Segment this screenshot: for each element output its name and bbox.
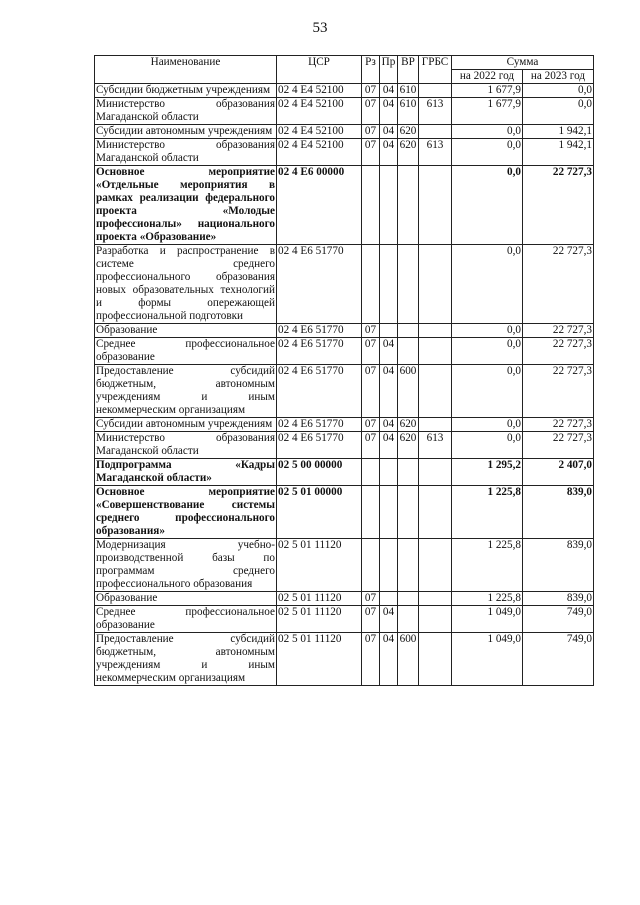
row-rz-cell: 07 xyxy=(362,98,380,125)
row-pr-cell: 04 xyxy=(380,139,398,166)
row-2023-cell: 22 727,3 xyxy=(523,245,594,324)
row-2022-cell: 0,0 xyxy=(452,365,523,418)
table-row xyxy=(95,125,594,139)
table-row xyxy=(95,459,594,486)
row-grbs-cell: 613 xyxy=(419,139,452,166)
table-row xyxy=(95,245,594,324)
table-row xyxy=(95,166,594,245)
row-grbs-cell xyxy=(419,166,452,245)
row-grbs-cell xyxy=(419,459,452,486)
row-name-cell: Министерство образования Магаданской области xyxy=(96,98,275,123)
row-vr-cell: 620 xyxy=(398,139,419,166)
row-rz-cell xyxy=(362,539,380,592)
table-row xyxy=(95,432,594,459)
row-2023-cell: 839,0 xyxy=(523,539,594,592)
header-2022: на 2022 год xyxy=(452,70,523,84)
row-name-cell: Основное мероприятие «Совершенствование системы среднего профессионального образования» xyxy=(96,486,275,537)
row-2023-cell: 2 407,0 xyxy=(523,459,594,486)
row-2022-cell: 0,0 xyxy=(452,139,523,166)
row-vr-cell xyxy=(398,324,419,338)
table-row xyxy=(95,139,594,166)
row-rz-cell xyxy=(362,245,380,324)
row-csr-cell: 02 4 E6 51770 xyxy=(277,365,362,418)
row-csr-cell: 02 5 00 00000 xyxy=(277,459,362,486)
row-csr-cell: 02 5 01 11120 xyxy=(277,539,362,592)
row-vr-cell: 600 xyxy=(398,365,419,418)
table-row xyxy=(95,365,594,418)
row-rz-cell: 07 xyxy=(362,592,380,606)
row-2023-cell: 749,0 xyxy=(523,633,594,686)
row-csr-cell: 02 4 E6 51770 xyxy=(277,338,362,365)
row-name-cell: Среднее профессиональное образование xyxy=(96,338,275,363)
row-rz-cell: 07 xyxy=(362,338,380,365)
row-vr-cell: 610 xyxy=(398,84,419,98)
row-name-cell: Разработка и распространение в системе среднего профессионального образования новых образовательных технологий и формы опережающей профессиональной подготовки xyxy=(96,245,275,322)
row-rz-cell xyxy=(362,486,380,539)
table-header-row xyxy=(95,56,594,70)
row-pr-cell xyxy=(380,324,398,338)
row-name-cell: Субсидии автономным учреждениям xyxy=(95,418,277,432)
row-grbs-cell xyxy=(419,592,452,606)
table-row xyxy=(95,633,594,686)
row-pr-cell xyxy=(380,245,398,324)
row-name-cell: Предоставление субсидий бюджетным, автономным учреждениям и иным некоммерческим организациям xyxy=(96,633,275,684)
row-name-cell: Министерство образования Магаданской области xyxy=(96,432,275,457)
row-rz-cell: 07 xyxy=(362,139,380,166)
row-2023-cell: 22 727,3 xyxy=(523,365,594,418)
row-pr-cell xyxy=(380,459,398,486)
row-grbs-cell xyxy=(419,245,452,324)
row-2023-cell: 22 727,3 xyxy=(523,418,594,432)
row-vr-cell: 610 xyxy=(398,98,419,125)
row-name-cell: Министерство образования Магаданской области xyxy=(96,139,275,164)
row-pr-cell: 04 xyxy=(380,125,398,139)
row-2023-cell: 1 942,1 xyxy=(523,139,594,166)
row-2022-cell: 1 225,8 xyxy=(452,592,523,606)
row-vr-cell xyxy=(398,166,419,245)
table-body xyxy=(95,84,594,686)
row-2022-cell: 0,0 xyxy=(452,432,523,459)
header-pr: Пр xyxy=(380,56,398,84)
row-csr-cell: 02 5 01 11120 xyxy=(277,606,362,633)
row-vr-cell xyxy=(398,486,419,539)
row-rz-cell: 07 xyxy=(362,84,380,98)
row-pr-cell: 04 xyxy=(380,606,398,633)
row-csr-cell: 02 4 E4 52100 xyxy=(277,84,362,98)
row-2022-cell: 0,0 xyxy=(452,166,523,245)
row-grbs-cell xyxy=(419,338,452,365)
row-grbs-cell xyxy=(419,84,452,98)
row-pr-cell xyxy=(380,166,398,245)
row-csr-cell: 02 5 01 00000 xyxy=(277,486,362,539)
row-csr-cell: 02 4 E6 00000 xyxy=(277,166,362,245)
row-pr-cell xyxy=(380,486,398,539)
table-row xyxy=(95,486,594,539)
row-rz-cell: 07 xyxy=(362,125,380,139)
table-row xyxy=(95,338,594,365)
row-2023-cell: 1 942,1 xyxy=(523,125,594,139)
row-2023-cell: 22 727,3 xyxy=(523,324,594,338)
row-grbs-cell xyxy=(419,486,452,539)
row-2022-cell: 0,0 xyxy=(452,324,523,338)
row-grbs-cell xyxy=(419,418,452,432)
row-pr-cell: 04 xyxy=(380,98,398,125)
row-csr-cell: 02 4 E4 52100 xyxy=(277,139,362,166)
row-2022-cell: 1 677,9 xyxy=(452,84,523,98)
row-2022-cell: 1 225,8 xyxy=(452,486,523,539)
row-rz-cell xyxy=(362,459,380,486)
row-vr-cell xyxy=(398,539,419,592)
row-csr-cell: 02 4 E4 52100 xyxy=(277,98,362,125)
row-2022-cell: 1 295,2 xyxy=(452,459,523,486)
row-2023-cell: 839,0 xyxy=(523,486,594,539)
row-vr-cell: 620 xyxy=(398,125,419,139)
row-pr-cell: 04 xyxy=(380,418,398,432)
row-2023-cell: 22 727,3 xyxy=(523,432,594,459)
table-row xyxy=(95,324,594,338)
row-grbs-cell xyxy=(419,633,452,686)
row-rz-cell: 07 xyxy=(362,365,380,418)
row-name-cell: Предоставление субсидий бюджетным, автономным учреждениям и иным некоммерческим организациям xyxy=(96,365,275,416)
row-rz-cell: 07 xyxy=(362,606,380,633)
row-vr-cell xyxy=(398,245,419,324)
row-csr-cell: 02 5 01 11120 xyxy=(277,633,362,686)
row-name-cell: Образование xyxy=(95,324,277,338)
row-csr-cell: 02 4 E4 52100 xyxy=(277,125,362,139)
row-grbs-cell: 613 xyxy=(419,432,452,459)
row-grbs-cell xyxy=(419,539,452,592)
row-rz-cell: 07 xyxy=(362,324,380,338)
row-rz-cell: 07 xyxy=(362,633,380,686)
table-row xyxy=(95,98,594,125)
header-grbs: ГРБС xyxy=(419,56,452,84)
row-vr-cell xyxy=(398,606,419,633)
row-grbs-cell xyxy=(419,606,452,633)
row-name-cell: Среднее профессиональное образование xyxy=(96,606,275,631)
row-csr-cell: 02 4 E6 51770 xyxy=(277,245,362,324)
row-vr-cell xyxy=(398,338,419,365)
row-2022-cell: 1 225,8 xyxy=(452,539,523,592)
row-pr-cell: 04 xyxy=(380,633,398,686)
row-grbs-cell xyxy=(419,324,452,338)
row-vr-cell: 600 xyxy=(398,633,419,686)
table-row xyxy=(95,592,594,606)
row-2022-cell: 0,0 xyxy=(452,245,523,324)
row-2023-cell: 22 727,3 xyxy=(523,166,594,245)
row-name-cell: Субсидии автономным учреждениям xyxy=(95,125,277,139)
budget-table xyxy=(94,55,594,686)
row-pr-cell: 04 xyxy=(380,84,398,98)
row-2023-cell: 0,0 xyxy=(523,98,594,125)
row-pr-cell: 04 xyxy=(380,365,398,418)
row-2023-cell: 0,0 xyxy=(523,84,594,98)
row-2022-cell: 0,0 xyxy=(452,338,523,365)
row-2022-cell: 0,0 xyxy=(452,418,523,432)
row-rz-cell: 07 xyxy=(362,418,380,432)
row-rz-cell: 07 xyxy=(362,432,380,459)
row-vr-cell: 620 xyxy=(398,418,419,432)
header-vr: ВР xyxy=(398,56,419,84)
row-2023-cell: 839,0 xyxy=(523,592,594,606)
row-2022-cell: 1 677,9 xyxy=(452,98,523,125)
header-sum: Сумма xyxy=(452,56,594,70)
row-name-cell: Основное мероприятие «Отдельные мероприятия в рамках реализации федерального проекта «Молодые профессионалы» национального проекта «Образование» xyxy=(96,166,275,243)
table-row xyxy=(95,418,594,432)
row-csr-cell: 02 5 01 11120 xyxy=(277,592,362,606)
row-vr-cell xyxy=(398,459,419,486)
header-csr: ЦСР xyxy=(277,56,362,84)
header-2023: на 2023 год xyxy=(523,70,594,84)
row-csr-cell: 02 4 E6 51770 xyxy=(277,418,362,432)
row-csr-cell: 02 4 E6 51770 xyxy=(277,324,362,338)
row-2022-cell: 1 049,0 xyxy=(452,606,523,633)
row-grbs-cell xyxy=(419,125,452,139)
row-rz-cell xyxy=(362,166,380,245)
row-2022-cell: 1 049,0 xyxy=(452,633,523,686)
row-pr-cell xyxy=(380,539,398,592)
row-pr-cell xyxy=(380,592,398,606)
row-csr-cell: 02 4 E6 51770 xyxy=(277,432,362,459)
header-rz: Рз xyxy=(362,56,380,84)
row-pr-cell: 04 xyxy=(380,338,398,365)
row-2023-cell: 749,0 xyxy=(523,606,594,633)
table-row xyxy=(95,539,594,592)
row-vr-cell: 620 xyxy=(398,432,419,459)
row-vr-cell xyxy=(398,592,419,606)
row-grbs-cell: 613 xyxy=(419,98,452,125)
header-name: Наименование xyxy=(95,56,277,84)
row-pr-cell: 04 xyxy=(380,432,398,459)
row-name-cell: Образование xyxy=(95,592,277,606)
table-row xyxy=(95,606,594,633)
row-2023-cell: 22 727,3 xyxy=(523,338,594,365)
row-name-cell: Подпрограмма «Кадры Магаданской области» xyxy=(96,459,275,484)
row-2022-cell: 0,0 xyxy=(452,125,523,139)
row-name-cell: Модернизация учебно-производственной базы по программам среднего профессионального образования xyxy=(96,539,275,590)
row-grbs-cell xyxy=(419,365,452,418)
table-row xyxy=(95,84,594,98)
row-name-cell: Субсидии бюджетным учреждениям xyxy=(95,84,277,98)
page-number: 53 xyxy=(312,20,328,36)
